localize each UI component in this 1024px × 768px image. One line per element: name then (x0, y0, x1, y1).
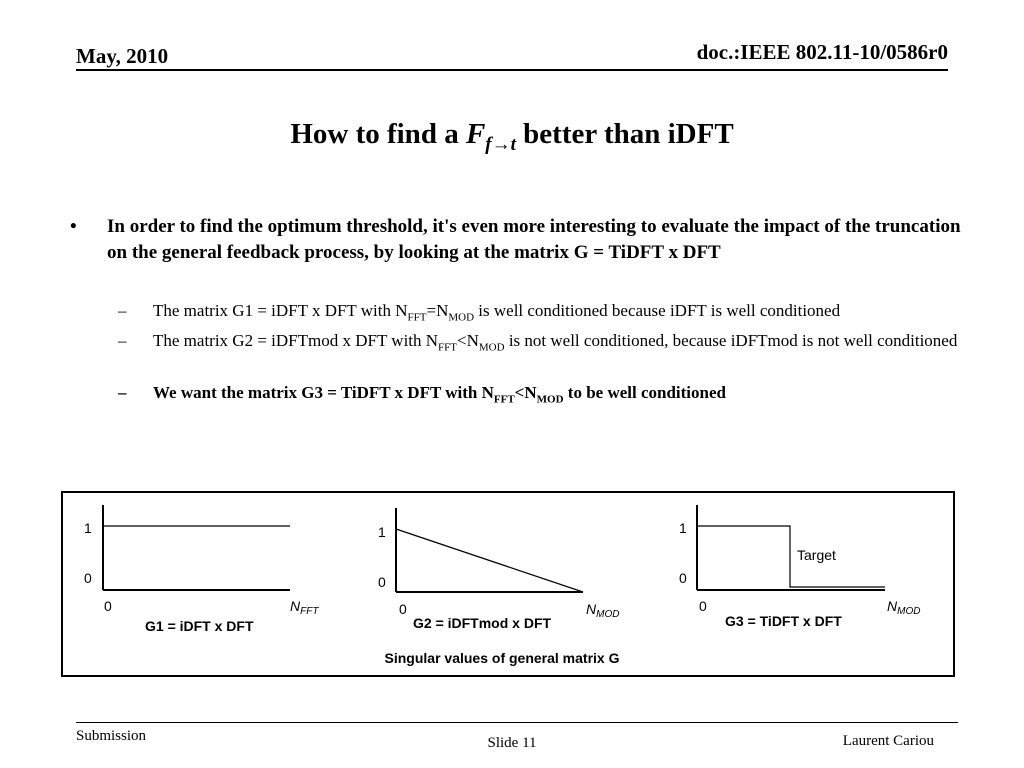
plot-g2-title: G2 = iDFTmod x DFT (413, 615, 552, 631)
plot-g2-x-label: $N_{MOD}$ (586, 601, 620, 620)
footer-author: Laurent Cariou (842, 733, 934, 749)
plot-g2-x-origin: 0 (399, 601, 407, 617)
footer-divider (76, 722, 958, 723)
header-doc-id: doc.:IEEE 802.11-10/0586r0 (696, 40, 948, 64)
dash-icon: – (118, 383, 127, 402)
plot-g2 (378, 508, 619, 631)
title-suffix: better than iDFT (515, 118, 734, 150)
plot-g3-y-top: 1 (679, 520, 687, 536)
plot-g1-title: G1 = iDFT x DFT (145, 618, 254, 634)
plot-g1 (84, 505, 319, 634)
sub-bullet-2-text: The matrix G2 = iDFTmod x DFT with $N_{FFT}<N_{MOD}$ is not well conditioned, because iDFTmod is not well conditioned (153, 331, 958, 354)
figure-caption: Singular values of general matrix G (384, 650, 620, 666)
plot-g3-annotation: Target (797, 547, 836, 563)
plot-g3-x-label: $N_{MOD}$ (887, 598, 921, 617)
footer-submission: Submission (76, 728, 147, 744)
plot-g3-title: G3 = TiDFT x DFT (725, 613, 842, 629)
title-subscript: f→t (485, 133, 516, 155)
sub-bullet-1-text: The matrix G1 = iDFT x DFT with $N_{FFT}=N_{MOD}$ is well conditioned because iDFT is well conditioned (153, 301, 841, 324)
plot-g1-y-bottom: 0 (84, 570, 92, 586)
plot-g2-curve (396, 529, 583, 592)
header-date: May, 2010 (76, 44, 169, 68)
plot-g1-x-origin: 0 (104, 598, 112, 614)
title-prefix: How to find a (290, 118, 466, 150)
footer-slide-number: Slide 11 (487, 735, 537, 751)
plot-g1-y-top: 1 (84, 520, 92, 536)
main-bullet-text: In order to find the optimum threshold, it's even more interesting to evaluate the impact of the truncation on the general feedback process, by looking at the matrix G = TiDFT x DFT (107, 216, 961, 263)
plot-g3-curve (697, 526, 885, 587)
title-symbol: F (465, 118, 486, 150)
sub-bullet-3-text: We want the matrix G3 = TiDFT x DFT with $N_{FFT}<N_{MOD}$ to be well conditioned (153, 383, 726, 406)
plot-g1-x-label: $N_{FFT}$ (290, 598, 319, 617)
bullet-dot-icon: • (70, 216, 77, 237)
dash-icon: – (118, 331, 127, 350)
plot-g3 (679, 505, 920, 629)
dash-icon: – (118, 301, 127, 320)
plot-g3-x-origin: 0 (699, 598, 707, 614)
plot-g3-y-bottom: 0 (679, 570, 687, 586)
plot-g2-y-top: 1 (378, 524, 386, 540)
plot-g2-y-bottom: 0 (378, 574, 386, 590)
